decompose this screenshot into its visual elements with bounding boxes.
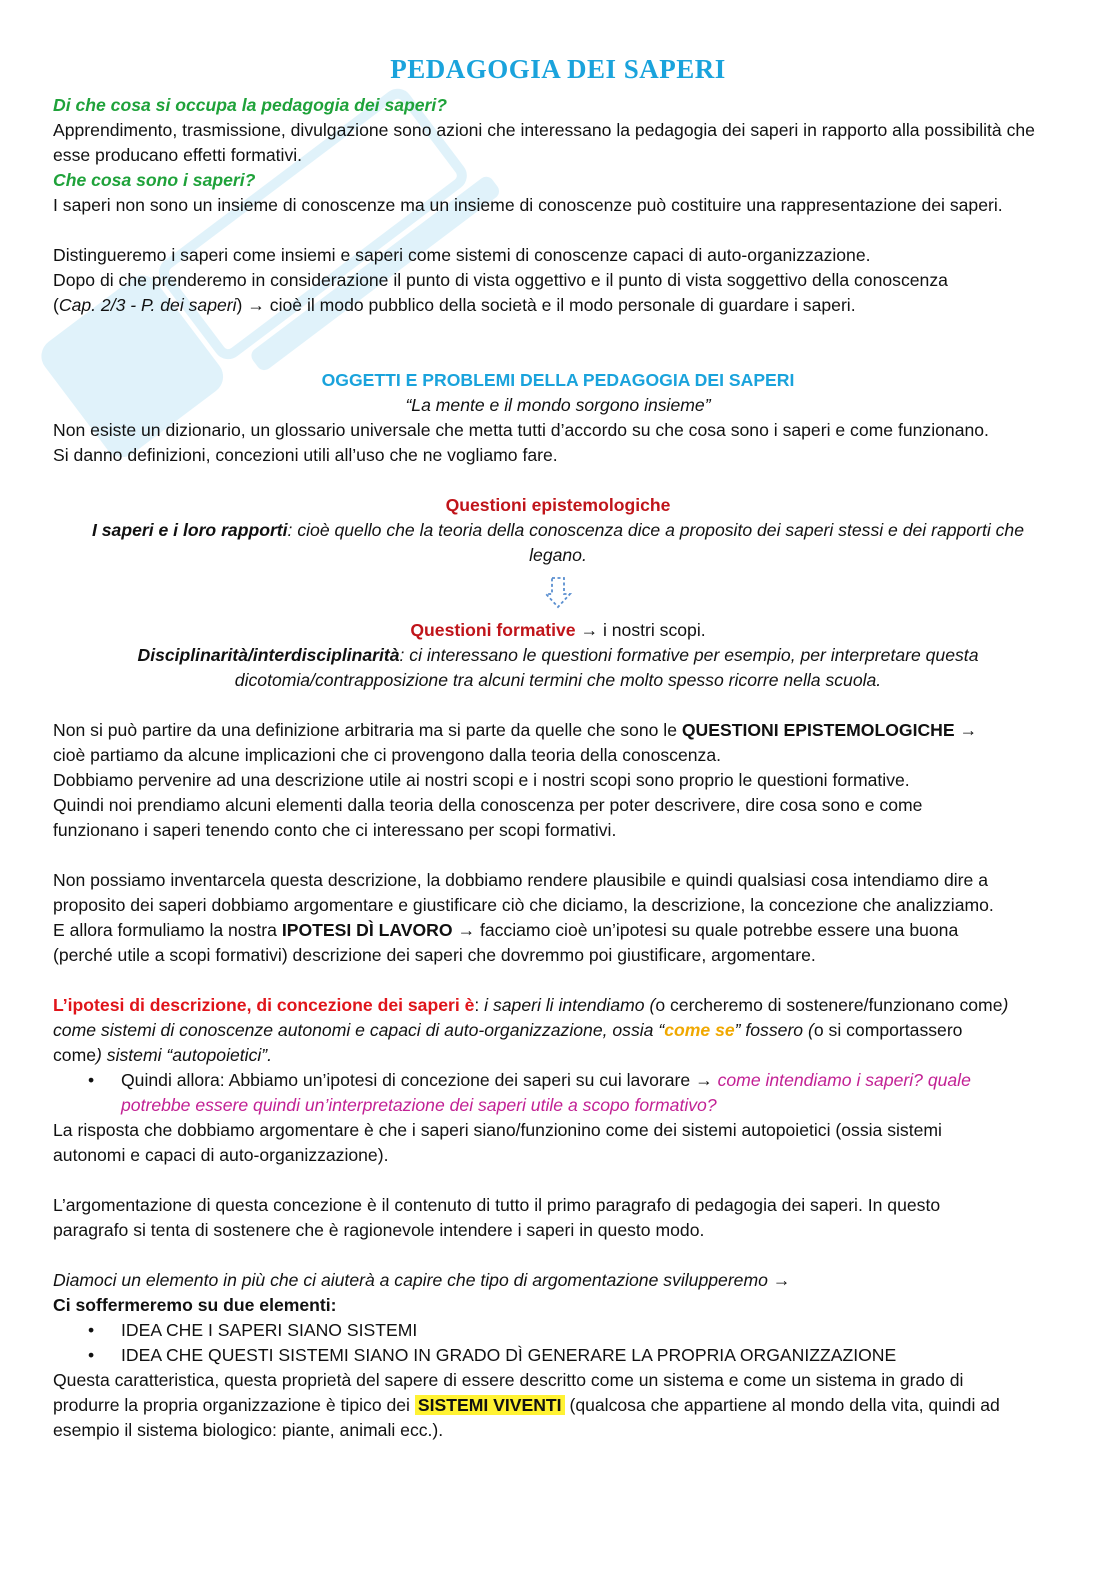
body-1-line-3: Dobbiamo pervenire ad una descrizione utile ai nostri scopi e i nostri scopi sono proprio le questioni formative. (53, 770, 910, 790)
epistemological-text-cont: legano. (529, 545, 587, 565)
body-6-line-1: Diamoci un elemento in più che ci aiuterà a capire che tipo di argomentazione svilupperemo → (53, 1270, 791, 1290)
arrow-right-icon: → (959, 720, 978, 740)
body-1-line-4: Quindi noi prendiamo alcuni elementi dalla teoria della conoscenza per poter descrivere, dire cosa sono e come (53, 795, 923, 815)
arrow-right-icon: → (457, 920, 476, 940)
body-2-line-4: (perché utile a scopi formativi) descrizione dei saperi che dovremmo poi giustificare, argomentare. (53, 945, 816, 965)
body-5-line-2: paragrafo si tenta di sostenere che è ragionevole intendere i saperi in questo modo. (53, 1220, 705, 1240)
hypothesis-line-1: L’ipotesi di descrizione, di concezione dei saperi è: i saperi li intendiamo (o cercheremo di sostenere/funzionano come) (53, 995, 1009, 1015)
bullet-icon: • (88, 1345, 95, 1365)
bullet-icon: • (88, 1070, 95, 1090)
list-item: potrebbe essere quindi un’interpretazione dei saperi utile a scopo formativo? (121, 1095, 717, 1115)
section-heading: OGGETTI E PROBLEMI DELLA PEDAGOGIA DEI SAPERI (321, 370, 795, 390)
intro-paragraph-1: Distingueremo i saperi come insiemi e saperi come sistemi di conoscenze capaci di auto-organizzazione. (53, 245, 871, 265)
page-title: PEDAGOGIA DEI SAPERI (390, 54, 726, 84)
body-6-line-2: Ci soffermeremo su due elementi: (53, 1295, 337, 1315)
hypothesis-bullet-list (53, 1068, 1063, 1118)
answer-1: Apprendimento, trasmissione, divulgazione sono azioni che interessano la pedagogia dei saperi in rapporto alla possibilità che esse producano effetti formativi. (53, 120, 1035, 165)
body-2-line-3: E allora formuliamo la nostra IPOTESI DÌ LAVORO → facciamo cioè un’ipotesi su quale potrebbe essere una buona (53, 920, 959, 940)
body-4-line-1: La risposta che dobbiamo argomentare è che i saperi siano/funzionino come dei sistemi autopoietici (ossia sistemi (53, 1120, 942, 1140)
answer-2: I saperi non sono un insieme di conoscenze ma un insieme di conoscenze può costituire una rappresentazione dei saperi. (53, 195, 1003, 215)
list-item: • IDEA CHE QUESTI SISTEMI SIANO IN GRADO DÌ GENERARE LA PROPRIA ORGANIZZAZIONE (53, 1343, 1063, 1368)
intro-paragraph-2: Dopo di che prenderemo in considerazione il punto di vista oggettivo e il punto di vista soggettivo della conoscenza (53, 270, 948, 290)
document-page (53, 52, 1063, 1443)
arrow-right-icon: → (247, 295, 265, 315)
body-1-line-2: cioè partiamo da alcune implicazioni che ci provengono dalla teoria della conoscenza. (53, 745, 721, 765)
formative-heading: Questioni formative (410, 620, 576, 640)
body-1-line-1: Non si può partire da una definizione arbitraria ma si parte da quelle che sono le QUESTIONI EPISTEMOLOGICHE → (53, 720, 978, 740)
section-paragraph-2: Si danno definizioni, concezioni utili all’uso che ne vogliamo fare. (53, 445, 558, 465)
list-item: • IDEA CHE I SAPERI SIANO SISTEMI (53, 1318, 1063, 1343)
section-quote: “La mente e il mondo sorgono insieme” (405, 395, 711, 415)
formative-line: Questioni formative → i nostri scopi. (410, 620, 706, 640)
arrow-right-icon: → (580, 620, 599, 640)
elements-list (53, 1318, 1063, 1368)
body-2-line-2: proposito dei saperi dobbiamo argomentare e giustificare ciò che diciamo, la descrizione, la concezione che analizziamo. (53, 895, 994, 915)
body-7-line-3: esempio il sistema biologico: piante, animali ecc.). (53, 1420, 444, 1440)
question-1: Di che cosa si occupa la pedagogia dei saperi? (53, 95, 448, 115)
epistemological-heading: Questioni epistemologiche (445, 495, 671, 515)
dashed-down-arrow-icon (53, 568, 1063, 618)
highlighted-term: SISTEMI VIVENTI (415, 1395, 565, 1415)
body-4-line-2: autonomi e capaci di auto-organizzazione). (53, 1145, 389, 1165)
intro-paragraph-3: (Cap. 2/3 - P. dei saperi) → cioè il modo pubblico della società e il modo personale di guardare i saperi. (53, 295, 856, 315)
disciplinarity-text-cont: dicotomia/contrapposizione tra alcuni termini che molto spesso ricorre nella scuola. (234, 670, 882, 690)
chapter-reference: Cap. 2/3 - P. dei saperi (58, 295, 237, 315)
body-7-line-2: produrre la propria organizzazione è tipico dei SISTEMI VIVENTI (qualcosa che appartiene al mondo della vita, quindi ad (53, 1395, 1000, 1415)
disciplinarity-text: Disciplinarità/interdisciplinarità: ci interessano le questioni formative per esempio, per interpretare questa (137, 645, 979, 665)
bullet-icon: • (88, 1320, 95, 1340)
body-5-line-1: L’argomentazione di questa concezione è il contenuto di tutto il primo paragrafo di pedagogia dei saperi. In questo (53, 1195, 941, 1215)
epistemological-text: I saperi e i loro rapporti: cioè quello che la teoria della conoscenza dice a proposito dei saperi stessi e dei rapporti che (92, 520, 1024, 540)
body-2-line-1: Non possiamo inventarcela questa descrizione, la dobbiamo rendere plausibile e quindi qualsiasi cosa intendiamo dire a (53, 870, 988, 890)
hypothesis-line-2: come sistemi di conoscenze autonomi e capaci di auto-organizzazione, ossia “come se” fossero (o si comportassero (53, 1020, 963, 1040)
arrow-right-icon: → (772, 1270, 791, 1290)
section-paragraph-1: Non esiste un dizionario, un glossario universale che metta tutti d’accordo su che cosa sono i saperi e come funzionano. (53, 420, 989, 440)
list-item: • Quindi allora: Abbiamo un’ipotesi di concezione dei saperi su cui lavorare → come intendiamo i saperi? quale (53, 1068, 1063, 1093)
question-2: Che cosa sono i saperi? (53, 170, 256, 190)
hypothesis-line-3: come) sistemi “autopoietici”. (53, 1045, 273, 1065)
body-7-line-1: Questa caratteristica, questa proprietà del sapere di essere descritto come un sistema e come un sistema in grado di (53, 1370, 964, 1390)
body-1-line-5: funzionano i saperi tenendo conto che ci interessano per scopi formativi. (53, 820, 617, 840)
arrow-right-icon: → (695, 1070, 713, 1090)
